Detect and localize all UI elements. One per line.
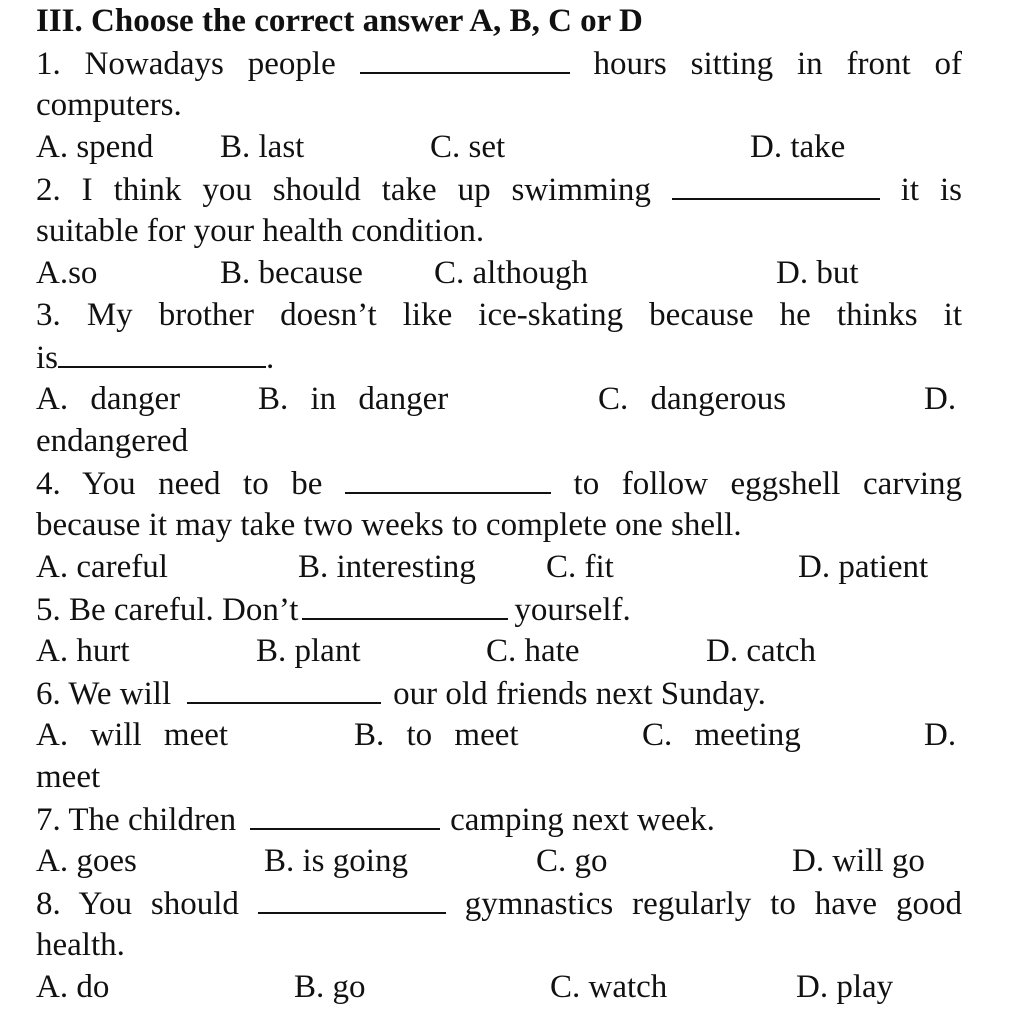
question-6-line-1 [36, 672, 962, 715]
question-1-stem-continued: hours sitting in front of [593, 46, 963, 82]
question-2-blank [672, 168, 880, 200]
question-7-option-c[interactable]: C. go [536, 843, 608, 879]
question-2-option-b[interactable]: B. because [220, 255, 363, 291]
question-3-option-b[interactable]: B. in danger [258, 381, 449, 417]
question-8-stem-continued: gymnastics regularly to have good [464, 886, 962, 922]
question-4-option-d[interactable]: D. patient [798, 549, 929, 585]
question-5-option-b[interactable]: B. plant [256, 633, 361, 669]
question-2-option-a[interactable]: A.so [36, 255, 98, 291]
question-6-option-d[interactable]: D. [924, 717, 957, 753]
question-3-line-2 [36, 336, 962, 379]
question-6-stem: 6. We will [36, 676, 172, 712]
question-4-blank [345, 462, 551, 494]
question-6-option-d-text[interactable]: meet [36, 759, 101, 795]
question-6-option-a[interactable]: A. will meet [36, 717, 229, 753]
question-7-blank [250, 798, 440, 830]
question-3-line-1: 3. My brother doesn’t like ice-skating because he thinks it [36, 297, 962, 333]
question-8-option-d[interactable]: D. play [796, 969, 894, 1005]
question-4-line-1 [36, 462, 962, 505]
question-1-line-2: computers. [36, 87, 182, 123]
question-1-option-a[interactable]: A. spend [36, 129, 154, 165]
question-6-blank [187, 672, 381, 704]
question-2-line-2: suitable for your health condition. [36, 213, 485, 249]
question-6-option-b[interactable]: B. to meet [354, 717, 519, 753]
question-5-stem: 5. Be careful. Don’t [36, 592, 299, 628]
question-2-option-d[interactable]: D. but [776, 255, 859, 291]
question-3-option-a[interactable]: A. danger [36, 381, 181, 417]
question-5-option-c[interactable]: C. hate [486, 633, 580, 669]
question-1-option-b[interactable]: B. last [220, 129, 305, 165]
question-4-stem-continued: to follow eggshell carving [573, 466, 962, 502]
question-5-stem-continued: yourself. [514, 592, 631, 628]
question-8-line-1 [36, 882, 962, 925]
question-5-option-a[interactable]: A. hurt [36, 633, 130, 669]
question-7-stem: 7. The children [36, 802, 237, 838]
question-5-blank [302, 588, 508, 620]
question-8-stem: 8. You should [36, 886, 239, 922]
question-3-option-c[interactable]: C. dangerous [598, 381, 787, 417]
question-4-option-b[interactable]: B. interesting [298, 549, 476, 585]
question-7-stem-continued: camping next week. [450, 802, 715, 838]
question-2-option-c[interactable]: C. although [434, 255, 588, 291]
question-6-option-c[interactable]: C. meeting [642, 717, 801, 753]
question-4-option-c[interactable]: C. fit [546, 549, 614, 585]
question-1-line-1 [36, 42, 962, 85]
question-1-stem: 1. Nowadays people [36, 46, 336, 82]
question-5-option-d[interactable]: D. catch [706, 633, 816, 669]
question-2-stem: 2. I think you should take up swimming [36, 172, 651, 208]
question-4-line-2: because it may take two weeks to complete one shell. [36, 507, 742, 543]
question-8-option-a[interactable]: A. do [36, 969, 110, 1005]
question-4-option-a[interactable]: A. careful [36, 549, 168, 585]
question-1-option-c[interactable]: C. set [430, 129, 506, 165]
question-8-option-b[interactable]: B. go [294, 969, 366, 1005]
question-7-option-d[interactable]: D. will go [792, 843, 925, 879]
question-8-blank [258, 882, 446, 914]
question-3-stem: is [36, 340, 59, 376]
question-6-stem-continued: our old friends next Sunday. [393, 676, 766, 712]
question-4-stem: 4. You need to be [36, 466, 323, 502]
question-7-option-a[interactable]: A. goes [36, 843, 137, 879]
question-2-stem-continued: it is [900, 172, 963, 208]
question-8-line-2: health. [36, 927, 125, 963]
question-3-blank [58, 336, 266, 368]
question-1-blank [360, 42, 570, 74]
question-8-option-c[interactable]: C. watch [550, 969, 668, 1005]
question-7-line-1 [36, 798, 962, 841]
question-3-option-d[interactable]: D. [924, 381, 957, 417]
question-3-option-d-text[interactable]: endangered [36, 423, 189, 459]
question-5-line-1 [36, 588, 962, 631]
question-7-option-b[interactable]: B. is going [264, 843, 408, 879]
section-heading: III. Choose the correct answer A, B, C or D [36, 3, 643, 39]
question-1-option-d[interactable]: D. take [750, 129, 846, 165]
question-3-period: . [266, 340, 275, 376]
question-2-line-1 [36, 168, 962, 211]
